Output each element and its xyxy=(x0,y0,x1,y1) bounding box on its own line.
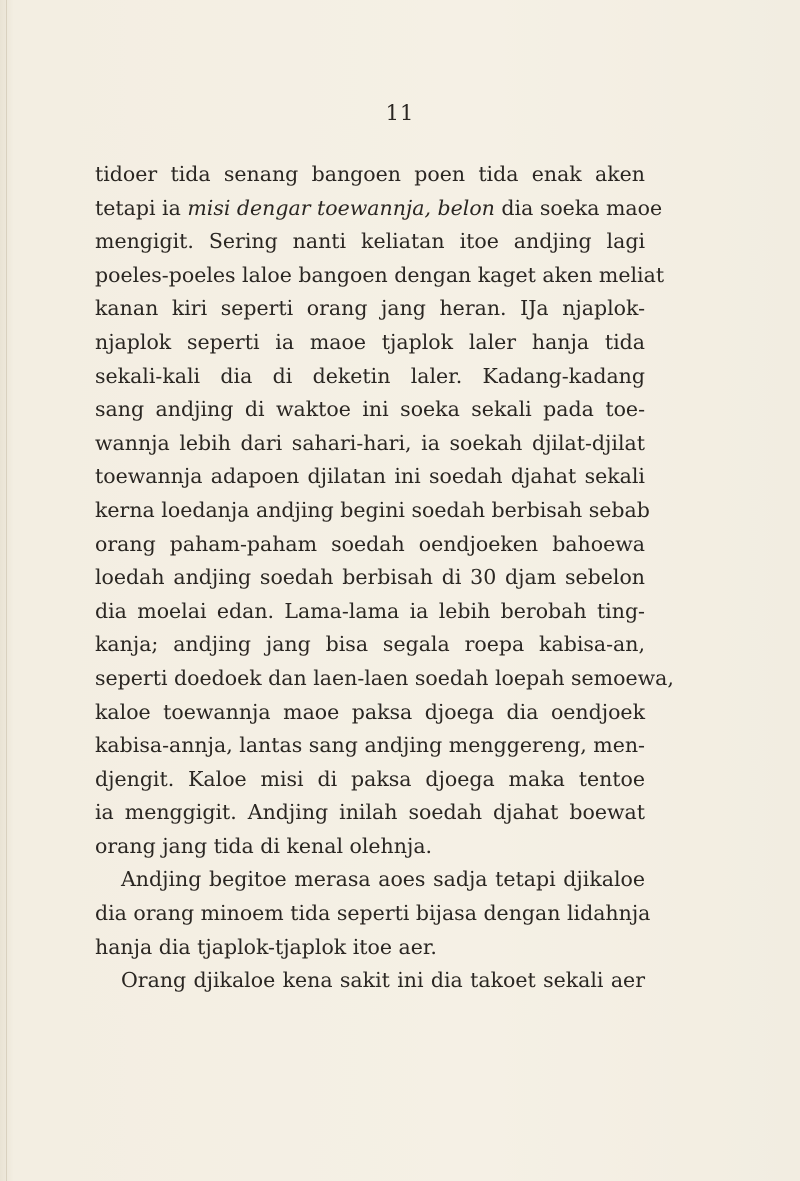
text-line xyxy=(95,863,645,897)
text-segment: toewannja adapoen djilatan ini soedah djahat sekali xyxy=(95,464,645,489)
text-segment: tetapi ia xyxy=(95,195,188,220)
text-segment: djengit. Kaloe misi di paksa djoega maka tentoe xyxy=(95,766,645,791)
text-segment: sang andjing di waktoe ini soeka sekali pada toe- xyxy=(95,397,645,422)
text-line xyxy=(95,360,645,394)
text-line xyxy=(95,292,645,326)
text-segment: dia moelai edan. Lama-lama ia lebih berobah ting- xyxy=(95,598,645,623)
text-segment: ia menggigit. Andjing inilah soedah djahat boewat xyxy=(95,800,645,825)
page-number: 11 xyxy=(385,101,415,125)
text-segment: dia soeka maoe xyxy=(494,195,663,220)
text-segment: tidoer tida senang bangoen poen tida enak aken xyxy=(95,162,645,186)
text-segment: loedah andjing soedah berbisah di 30 djam sebelon xyxy=(95,565,645,590)
text-line xyxy=(95,897,651,931)
text-line xyxy=(95,662,674,696)
text-line xyxy=(95,595,645,629)
text-segment: sekali-kali dia di deketin laler. Kadang-kadang xyxy=(95,363,645,388)
text-segment: Andjing begitoe merasa aoes sadja tetapi djikaloe xyxy=(121,867,645,892)
text-line xyxy=(95,628,645,662)
text-line xyxy=(95,225,645,259)
text-line xyxy=(95,259,665,293)
text-line xyxy=(95,561,645,595)
text-line xyxy=(95,696,645,730)
text-line xyxy=(95,158,645,192)
text-line xyxy=(95,931,645,965)
text-line xyxy=(95,830,645,864)
text-line xyxy=(95,528,645,562)
text-line xyxy=(95,192,663,226)
italic-text-segment: misi dengar toewannja, belon xyxy=(187,195,495,220)
text-line xyxy=(95,763,645,797)
text-segment: seperti doedoek dan laen-laen soedah loepah semoewa, xyxy=(95,665,674,690)
text-segment: orang paham-paham soedah oendjoeken bahoewa xyxy=(95,531,645,556)
text-line xyxy=(95,729,645,763)
text-segment: wannja lebih dari sahari-hari, ia soekah djilat-djilat xyxy=(95,430,645,455)
text-line xyxy=(95,964,645,998)
text-segment: kerna loedanja andjing begini soedah berbisah sebab xyxy=(95,497,650,522)
text-segment: kanan kiri seperti orang jang heran. IJa njaplok- xyxy=(95,296,645,321)
text-segment: dia orang minoem tida seperti bijasa dengan lidahnja xyxy=(95,901,651,926)
text-segment: njaplok seperti ia maoe tjaplok laler hanja tida xyxy=(95,329,645,354)
text-segment: mengigit. Sering nanti keliatan itoe andjing lagi xyxy=(95,229,645,254)
text-segment: Orang djikaloe kena sakit ini dia takoet sekali aer xyxy=(121,968,645,993)
text-line xyxy=(95,427,645,461)
text-segment: poeles-poeles laloe bangoen dengan kaget aken meliat xyxy=(95,262,665,287)
page-edge-shadow xyxy=(6,0,7,1181)
text-segment: hanja dia tjaplok-tjaplok itoe aer. xyxy=(95,934,437,959)
text-segment: kaloe toewannja maoe paksa djoega dia oendjoek xyxy=(95,699,645,724)
text-line xyxy=(95,494,650,528)
text-line xyxy=(95,326,645,360)
text-segment: orang jang tida di kenal olehnja. xyxy=(95,833,433,858)
text-segment: kanja; andjing jang bisa segala roepa kabisa-an, xyxy=(95,632,645,657)
text-segment: kabisa-annja, lantas sang andjing menggereng, men- xyxy=(95,733,645,758)
text-line xyxy=(95,796,645,830)
text-line xyxy=(95,460,645,494)
body-text xyxy=(95,158,674,998)
text-line xyxy=(95,393,645,427)
